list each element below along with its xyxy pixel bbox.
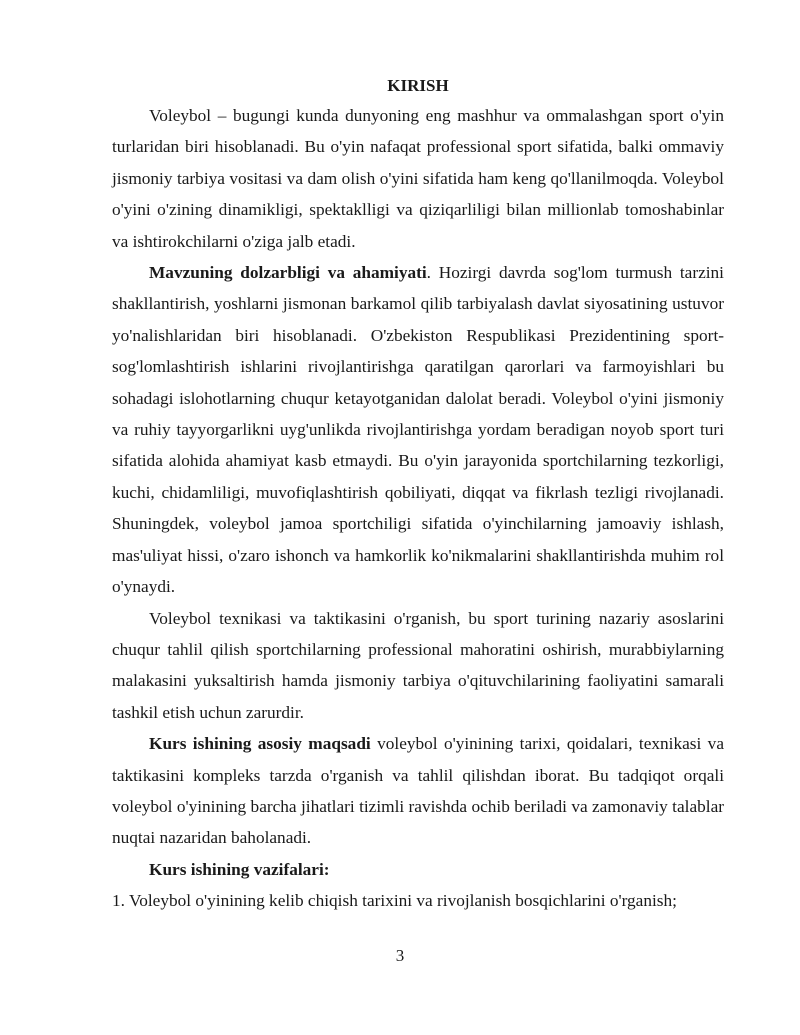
intro-paragraph-text: Voleybol – bugungi kunda dunyoning eng mashhur va ommalashgan sport o'yin turlaridan biri hisoblanadi. Bu o'yin nafaqat professional sport sifatida, balki ommaviy jismoniy tarbiya vositasi va dam olish o'yini sifatida ham keng qo'llanilmoqda. Voleybol o'yini o'zining dinamikligi, spektaklligi va qiziqarliligi bilan millionlab tomoshabinlar va ishtirokchilarni o'ziga jalb etadi. <box>112 106 724 251</box>
goal-paragraph-text: voleybol o'yinining tarixi, qoidalari, texnikasi va taktikasini kompleks tarzda o'rganish va tahlil qilishdan iborat. Bu tadqiqot orqali voleybol o'yinining barcha jihatlari tizimli ravishda ochib beriladi va zamonaviy talablar nuqtai nazaridan baholanadi. <box>112 734 724 848</box>
section-title: KIRISH <box>387 76 449 95</box>
technique-paragraph <box>112 603 724 729</box>
technique-paragraph-text: Voleybol texnikasi va taktikasini o'rganish, bu sport turining nazariy asoslarini chuqur tahlil qilish sportchilarning professional mahoratini oshirish, murabbiylarning malakasini yuksaltirish hamda jismoniy tarbiya o'qituvchilarining faoliyatini samarali tashkil etish uchun zarurdir. <box>112 608 724 722</box>
document-page <box>112 72 724 917</box>
tasks-heading-paragraph <box>112 854 724 885</box>
task-item-1-text: 1. Voleybol o'yinining kelib chiqish tarixini va rivojlanish bosqichlarini o'rganish; <box>112 891 677 911</box>
goal-heading: Kurs ishining asosiy maqsadi <box>149 734 371 754</box>
intro-paragraph <box>112 100 724 257</box>
relevance-paragraph <box>112 257 724 602</box>
goal-paragraph <box>112 728 724 854</box>
relevance-paragraph-text: . Hozirgi davrda sog'lom turmush tarzini shakllantirish, yoshlarni jismonan barkamol qilib tarbiyalash davlat siyosatining ustuvor yo'nalishlaridan biri hisoblanadi. O'zbekiston Respublikasi Prezidentining sport-sog'lomlashtirish ishlarini rivojlantirishga qaratilgan qarorlari va farmoyishlari bu sohadagi islohotlarning chuqur ketayotganidan dalolat beradi. Voleybol o'yini jismoniy va ruhiy tayyorgarlikni uyg'unlikda rivojlantirishga yordam beradigan noyob sport turi sifatida alohida ahamiyat kasb etmaydi. Bu o'yin jarayonida sportchilarning tezkorligi, kuchi, chidamliligi, muvofiqlashtirish qobiliyati, diqqat va fikrlash tezligi rivojlanadi. Shuningdek, voleybol jamoa sportchiligi sifatida o'yinchilarning jamoaviy ishlash, mas'uliyat hissi, o'zaro ishonch va hamkorlik ko'nikmalarini shakllantirishda muhim rol o'ynaydi. <box>112 263 724 597</box>
task-item-1 <box>112 885 724 916</box>
relevance-heading: Mavzuning dolzarbligi va ahamiyati <box>149 263 427 283</box>
tasks-heading: Kurs ishining vazifalari: <box>149 859 330 879</box>
page-number: 3 <box>395 946 405 965</box>
